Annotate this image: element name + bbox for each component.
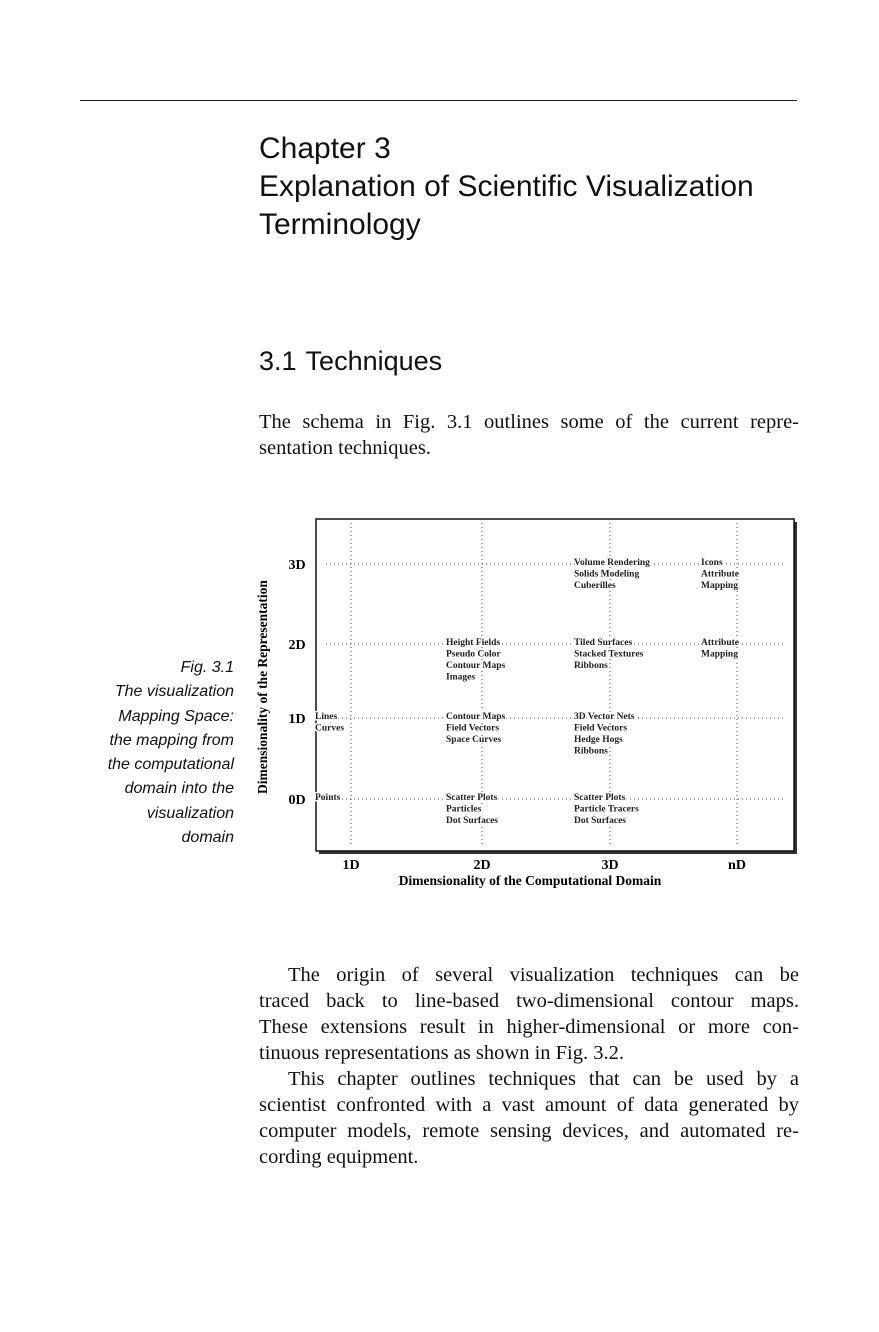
technique-label: Height Fields (446, 638, 501, 648)
paragraph-line: The schema in Fig. 3.1 outlines some of the current repre- (259, 411, 799, 433)
paragraph-line: traced back to line-based two-dimensional contour maps. (259, 990, 799, 1012)
technique-label: Dot Surfaces (574, 816, 626, 826)
technique-label: Pseudo Color (446, 649, 501, 660)
chapter-title-line: Explanation of Scientific Visualization (259, 170, 754, 203)
section-heading (259, 346, 442, 377)
x-tick-label: 3D (601, 858, 619, 873)
technique-label: Cuberilles (574, 581, 616, 591)
technique-label: Lines (315, 712, 338, 722)
intro-paragraph (259, 409, 799, 461)
technique-label: Scatter Plots (574, 793, 626, 803)
caption-line: The visualization (114, 683, 234, 701)
y-axis-title: Dimensionality of the Representation (255, 580, 270, 794)
technique-label: Stacked Textures (574, 649, 644, 660)
paragraph-line: The origin of several visualization techniques can be (288, 964, 799, 986)
caption-line: domain into the (124, 780, 234, 798)
technique-label: Field Vectors (574, 723, 628, 734)
paragraph-line: scientist confronted with a vast amount of data generated by (259, 1094, 799, 1116)
y-tick-label: 2D (288, 638, 306, 653)
paragraph-line: These extensions result in higher-dimensional or more con- (259, 1016, 799, 1038)
caption-line: Mapping Space: (118, 707, 234, 725)
section-number: 3.1 (259, 346, 297, 376)
technique-label: Dot Surfaces (446, 816, 498, 826)
section-title: Techniques (305, 346, 443, 376)
technique-label: Ribbons (574, 746, 608, 757)
y-tick-label: 0D (288, 793, 306, 808)
technique-label: Curves (315, 723, 345, 734)
paragraph-line: cording equipment. (259, 1146, 419, 1168)
caption-line: the computational (107, 756, 234, 774)
technique-label: Ribbons (574, 661, 608, 671)
technique-label: 3D Vector Nets (574, 712, 635, 722)
chapter-heading (259, 130, 754, 244)
paragraph-line: sentation techniques. (259, 437, 431, 459)
paragraph-line: This chapter outlines techniques that can be used by a (288, 1068, 799, 1090)
technique-label: Attribute (701, 638, 739, 648)
technique-label: Particles (446, 804, 482, 815)
technique-label: Scatter Plots (446, 793, 498, 803)
technique-label: Mapping (701, 649, 738, 660)
chapter-number: Chapter 3 (259, 132, 391, 165)
technique-label: Field Vectors (446, 723, 500, 734)
technique-label: Icons (701, 558, 723, 568)
technique-label: Volume Rendering (574, 558, 650, 568)
body-text (259, 962, 799, 1170)
caption-label: Fig. 3.1 (180, 659, 234, 676)
x-axis-title: Dimensionality of the Computational Domain (398, 873, 662, 888)
y-tick-label: 1D (288, 712, 306, 727)
technique-label: Solids Modeling (574, 569, 640, 580)
x-tick-label: 1D (342, 858, 360, 873)
technique-label: Contour Maps (446, 712, 506, 722)
technique-label: Points (315, 793, 341, 803)
technique-label: Images (446, 672, 476, 683)
technique-label: Hedge Hogs (574, 735, 623, 745)
header-rule (80, 100, 797, 101)
caption-line: the mapping from (109, 731, 234, 749)
paragraph-line: tinuous representations as shown in Fig. 3.2. (259, 1042, 624, 1064)
chapter-title-line: Terminology (259, 208, 421, 241)
figure-caption (60, 656, 234, 850)
technique-label: Mapping (701, 581, 738, 591)
technique-label: Contour Maps (446, 661, 506, 671)
technique-label: Particle Tracers (574, 804, 639, 815)
technique-label: Tiled Surfaces (574, 638, 633, 648)
x-tick-label: nD (728, 858, 746, 873)
caption-line: visualization (146, 804, 234, 822)
caption-line: domain (181, 829, 234, 847)
paragraph-line: computer models, remote sensing devices, and automated re- (259, 1120, 799, 1142)
technique-label: Space Curves (446, 735, 502, 745)
technique-label: Attribute (701, 569, 739, 580)
x-tick-label: 2D (473, 858, 491, 873)
visualization-mapping-chart (250, 510, 810, 888)
y-tick-label: 3D (288, 558, 306, 573)
